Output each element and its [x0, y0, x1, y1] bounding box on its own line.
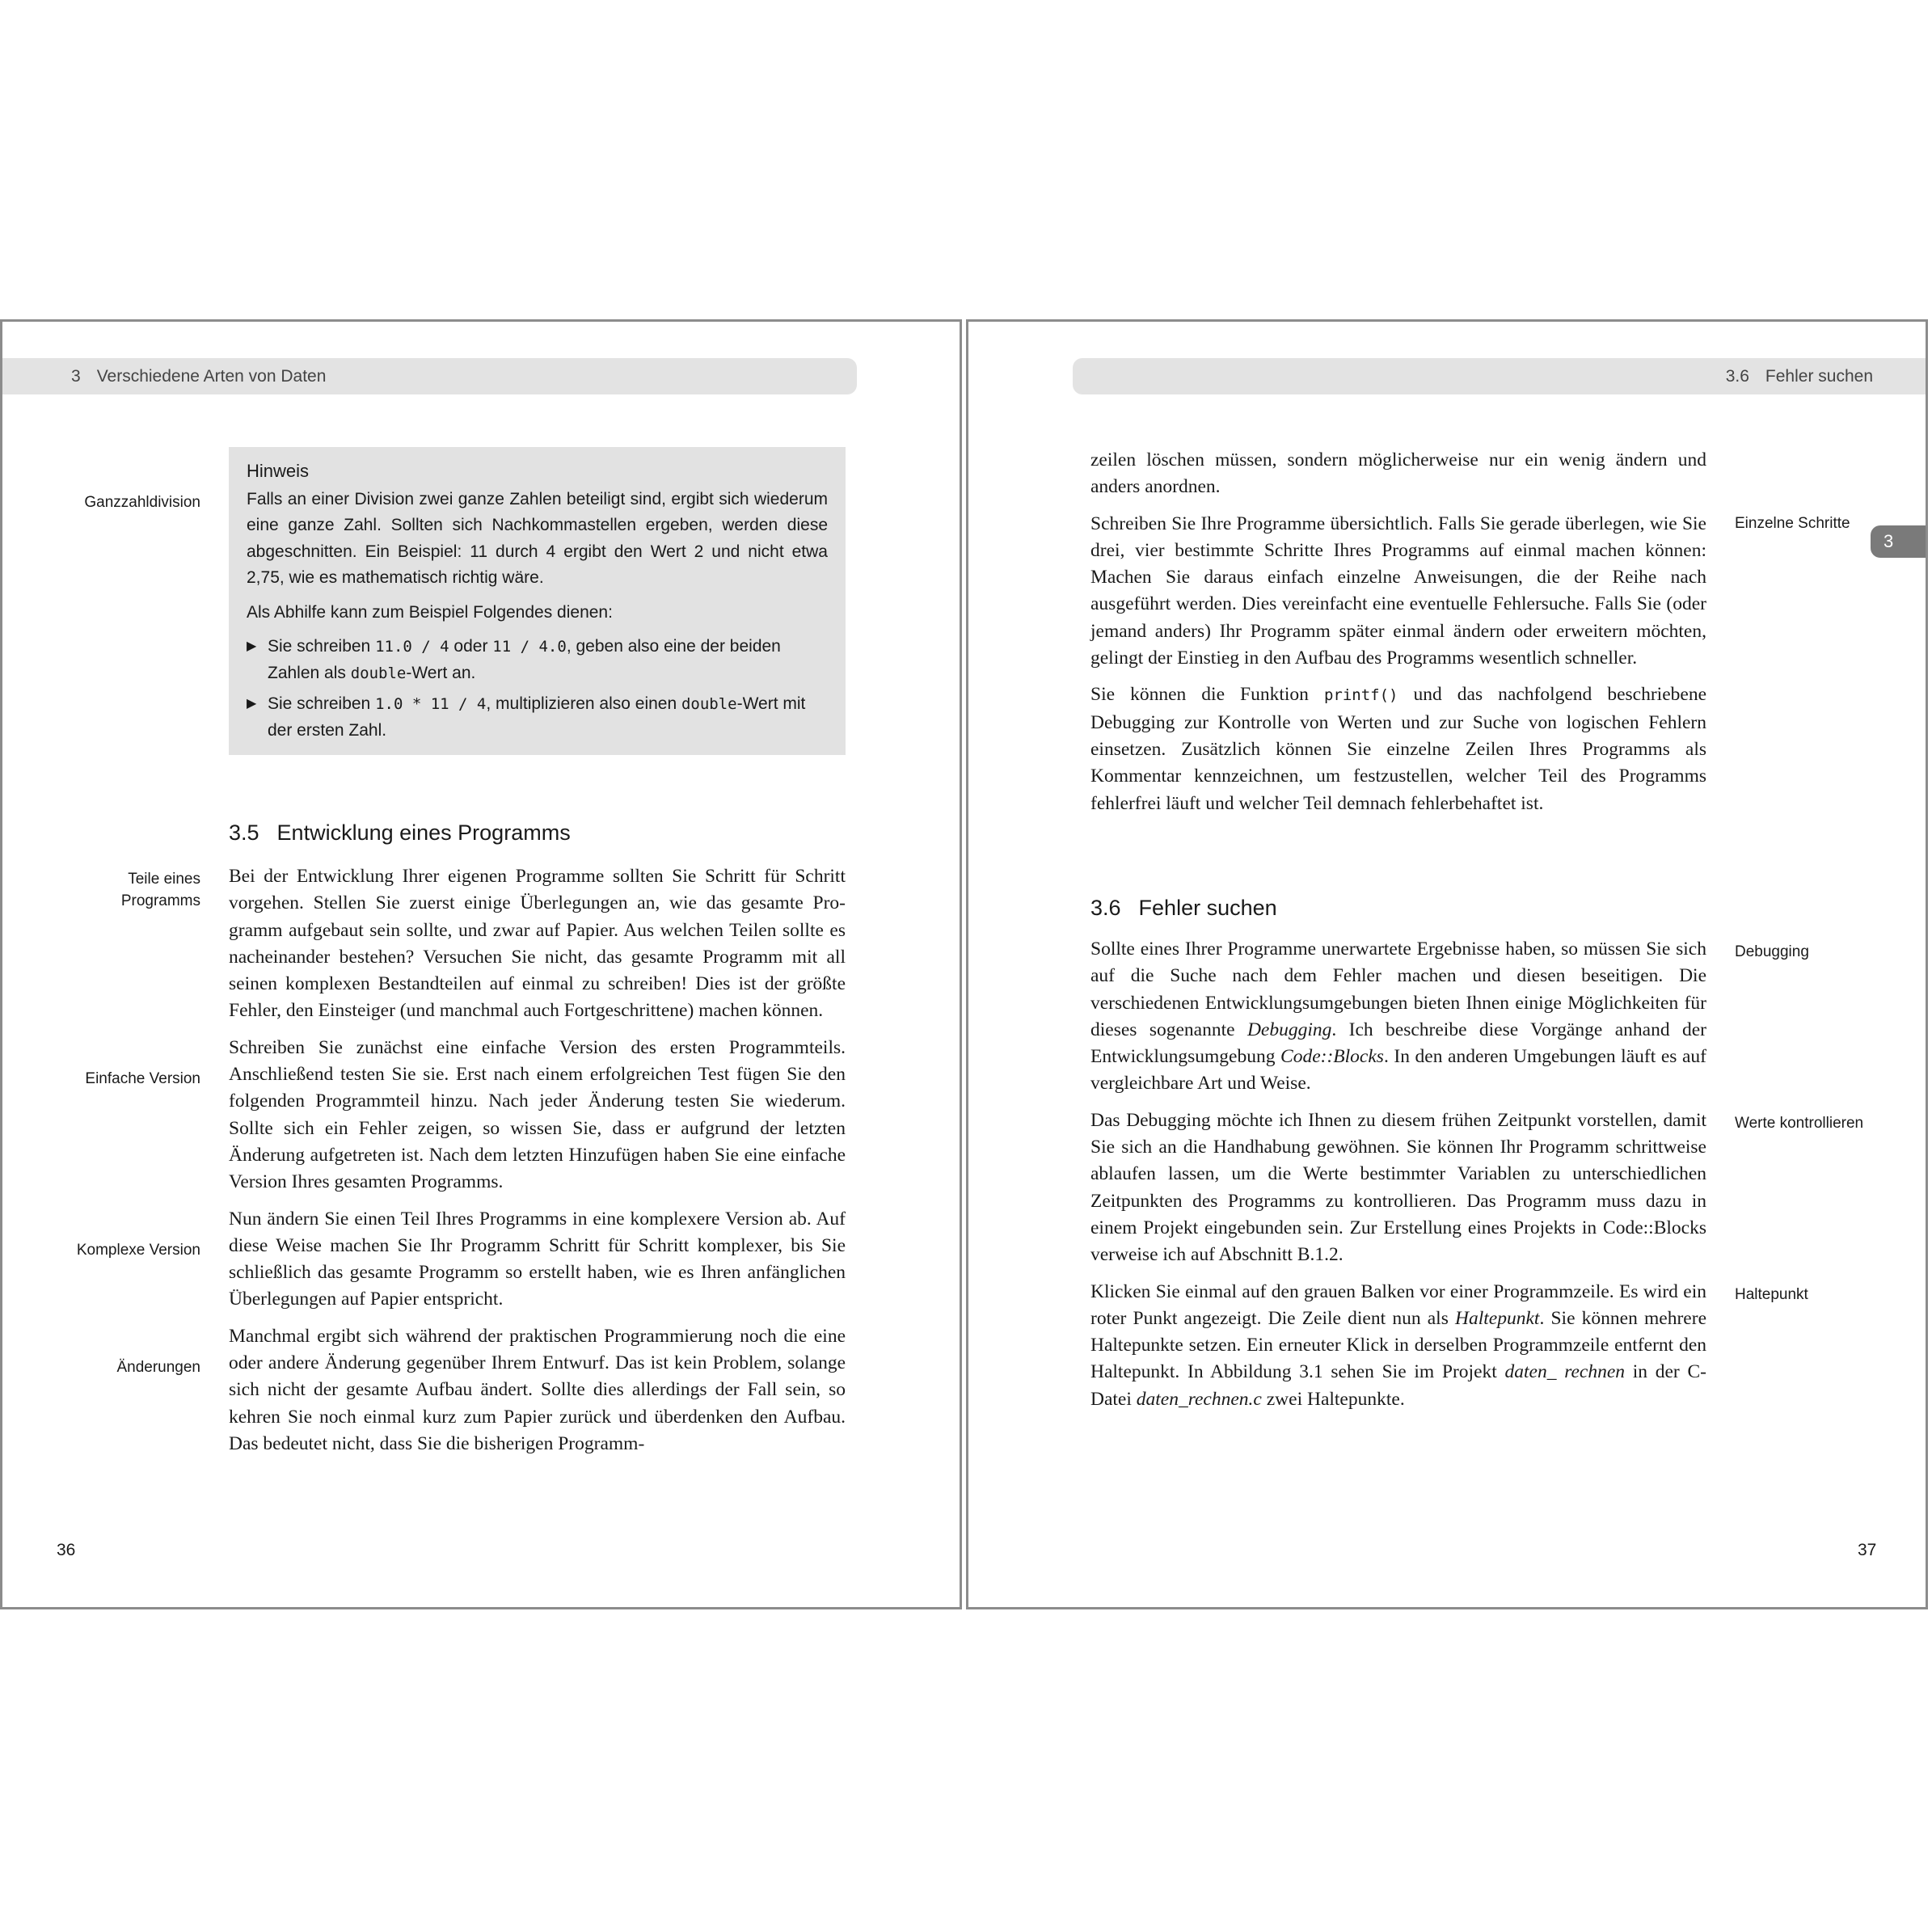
margin-note-debugging: Debugging: [1735, 943, 1809, 960]
right-body-text-bottom: [1090, 936, 1706, 1423]
running-header-left: [2, 358, 857, 394]
paragraph: [1090, 936, 1706, 1098]
hint-list: [247, 634, 828, 744]
paragraph: Schreiben Sie Ihre Programme übersichtlich. Falls Sie gerade überlegen, wie Sie drei, vier bestimmte Schritte Ihres Programms auf einmal machen können: Machen Sie daraus einfach einzelne Anweisungen, die der Reihe nach ausgeführt werden. Dies vereinfacht eine eventuelle Fehlersuche. Falls Sie (oder jemand anders) Ihr Programm später einmal ändern oder erweitern möchten, gelingt der Einstieg in den Aufbau des Programms wesentlich schneller.: [1090, 513, 1706, 669]
left-page: [0, 319, 962, 1609]
text-run: zwei Haltepunkte.: [1261, 1388, 1405, 1410]
header-section-title: Fehler suchen: [1765, 366, 1873, 386]
text-run: Klicken Sie einmal auf den grauen Balken vor einer Programmzeile. Es wird ein roter Punkt angezeigt. Die Zeile dient nun als: [1090, 1280, 1706, 1329]
margin-note-ganzzahldivision: Ganzzahldivision: [84, 494, 200, 511]
header-section-number: 3.6: [1725, 366, 1749, 386]
text-run: Sollte eines Ihrer Programme unerwartete Ergebnisse haben, so müssen Sie sich auf die Suche nach dem Fehler machen und diesen beseitigen. Die verschiedenen Entwicklungsumgebungen bieten Ihnen einige Möglichkeiten für dieses sogenannte: [1090, 939, 1706, 1040]
italic-run: Debugging: [1247, 1019, 1332, 1040]
paragraph: Manchmal ergibt sich während der praktischen Programmierung noch die eine oder andere Änderung gegenüber Ihrem Entwurf. Das ist kein Problem, solange sich nicht der gesamte Aufbau ändert. Sollte dies allerdings der Fall sein, so kehren Sie noch einmal kurz zum Papier zurück und überdenken den Aufbau. Das bedeutet nicht, dass Sie die bisherigen Programm-: [229, 1325, 846, 1454]
code-run: 1.0 * 11 / 4: [375, 695, 487, 713]
margin-note-aenderungen: Änderungen: [116, 1359, 200, 1376]
paragraph: Schreiben Sie zunächst eine einfache Version des ersten Programmteils. Anschließend testen Sie sie. Erst nach einem erfolgreichen Test fügen Sie den folgenden Programmteil hinzu. Nach jeder Änderung testen Sie wiederum. Sollte sich ein Fehler zeigen, so wissen Sie, dass er aufgrund der letzten Änderung aufgetreten ist. Nach dem letzten Hinzufügen haben Sie eine einfache Version Ihres gesamten Programms.: [229, 1036, 846, 1193]
chapter-thumb-tab: 3: [1871, 525, 1926, 558]
text-run: . Ich beschreibe diese Vorgänge anhand der Entwicklungsumgebung: [1090, 1019, 1706, 1068]
section-heading-3-5: [229, 820, 571, 846]
text-run: in der C-Datei: [1090, 1361, 1706, 1410]
header-chapter-title: Verschiedene Arten von Daten: [96, 366, 327, 386]
text-run: Sie schreiben: [268, 694, 376, 713]
paragraph: [1090, 681, 1706, 816]
hint-list-item: [247, 634, 828, 686]
right-page: [966, 319, 1928, 1609]
section-title: Fehler suchen: [1138, 896, 1277, 920]
header-chapter-number: 3: [71, 366, 81, 386]
text-run: oder: [449, 637, 493, 656]
text-run: -Wert an.: [406, 663, 476, 682]
code-run: 11 / 4.0: [492, 638, 567, 656]
italic-run: Code::Blocks: [1280, 1046, 1384, 1068]
code-run: 11.0 / 4: [375, 638, 449, 656]
section-number: 3.5: [229, 820, 259, 845]
left-body-text: [229, 863, 846, 1467]
triangle-bullet-icon: ▶: [247, 639, 257, 653]
hint-list-item: [247, 691, 828, 744]
running-header-right: [1073, 358, 1926, 394]
code-run: double: [681, 695, 737, 713]
text-run: . In den anderen Umgebungen läuft es auf vergleichbare Art und Weise.: [1090, 1046, 1706, 1095]
italic-run: daten_rechnen.c: [1136, 1388, 1262, 1410]
italic-run: daten_ rechnen: [1504, 1361, 1626, 1383]
margin-note-teile: [35, 868, 200, 912]
page-number-left: 36: [57, 1541, 76, 1559]
paragraph: [1090, 1279, 1706, 1413]
text-run: -Wert mit der ersten Zahl.: [268, 694, 806, 740]
hint-title: Hinweis: [247, 461, 310, 481]
paragraph: Das Debugging möchte ich Ihnen zu diesem frühen Zeitpunkt vorstellen, damit Sie sich an die Handhabung gewöhnen. Sie können Ihr Programm schrittweise ablaufen lassen, um die Werte bestimmter Variablen zu unterschiedlichen Zeitpunkten des Programms zu kontrollieren. Das Programm muss dazu in einem Projekt eingebunden sein. Zur Erstellung eines Projekts in Code::Blocks verweise ich auf Abschnitt B.1.2.: [1090, 1109, 1706, 1266]
section-heading-3-6: [1090, 896, 1277, 921]
section-number: 3.6: [1090, 896, 1121, 920]
paragraph: Bei der Entwicklung Ihrer eigenen Programme sollten Sie Schritt für Schritt vorgehen. Stellen Sie zuerst einige Überlegungen an, wie das gesamte Programm aufgebaut sein sollte, und zwar auf Papier. Aus welchen Teilen sollte es nacheinander bestehen? Versuchen Sie nicht, das gesamte Programm mit all seinen komplexen Bestandteilen auf einmal zu schreiben! Dies ist der größte Fehler, den Einsteiger (und manchmal auch Fortgeschrittene) machen können.: [229, 866, 846, 1022]
margin-note-line: Teile eines: [128, 871, 200, 888]
hint-box: [229, 447, 846, 755]
margin-note-werte: Werte kontrollieren: [1735, 1115, 1864, 1132]
hint-paragraph: Falls an einer Division zwei ganze Zahlen beteiligt sind, ergibt sich wiederum eine ganze Zahl. Sollten sich Nachkommastellen ergeben, werden diese abgeschnitten. Ein Beispiel: 11 durch 4 ergibt den Wert 2 und nicht etwa 2,75, wie es mathematisch richtig wäre.: [247, 489, 828, 587]
margin-note-line: Programms: [120, 892, 200, 909]
text-run: und das nachfolgend beschriebene Debugging zur Kontrolle von Werten und zur Suche von logischen Fehlern einsetzen. Zusätzlich können Sie einzelne Zeilen Ihres Programms als Kommentar kennzeichnen, um festzustellen, welcher Teil des Programms fehlerfrei läuft und welcher Teil demnach fehlerbehaftet ist.: [1090, 684, 1706, 814]
paragraph: zeilen löschen müssen, sondern möglicherweise nur ein wenig ändern und anders anordnen.: [1090, 449, 1706, 498]
italic-run: Haltepunkt: [1455, 1307, 1540, 1329]
right-body-text-top: [1090, 447, 1706, 827]
margin-note-haltepunkt: Haltepunkt: [1735, 1286, 1808, 1303]
triangle-bullet-icon: ▶: [247, 697, 257, 711]
margin-note-einfache: Einfache Version: [85, 1070, 200, 1087]
code-run: double: [350, 664, 407, 682]
text-run: Sie können die Funktion: [1090, 684, 1324, 706]
text-run: . Sie können mehrere Haltepunkte setzen. Ein erneuter Klick in derselben Programmzeile entfernt den Haltepunkt. In Abbildung 3.1 sehen Sie im Projekt: [1090, 1307, 1706, 1383]
page-number-right: 37: [1858, 1541, 1877, 1559]
text-run: , multiplizieren also einen: [486, 694, 681, 713]
hint-paragraph: Als Abhilfe kann zum Beispiel Folgendes dienen:: [247, 602, 613, 622]
text-run: , geben also eine der beiden Zahlen als: [268, 637, 781, 682]
text-run: Sie schreiben: [268, 637, 376, 656]
code-run: printf(): [1323, 686, 1398, 705]
paragraph: Nun ändern Sie einen Teil Ihres Programms in eine komplexere Version ab. Auf diese Weise machen Sie Ihr Programm Schritt für Schritt komplexer, bis Sie schließlich das gesamte Programm so erstellt haben, wie es Ihren anfänglichen Überlegungen auf Papier entspricht.: [229, 1208, 846, 1310]
margin-note-einzelne: Einzelne Schritte: [1735, 515, 1850, 532]
margin-note-komplexe: Komplexe Version: [76, 1242, 200, 1259]
section-title: Entwicklung eines Programms: [276, 820, 571, 845]
